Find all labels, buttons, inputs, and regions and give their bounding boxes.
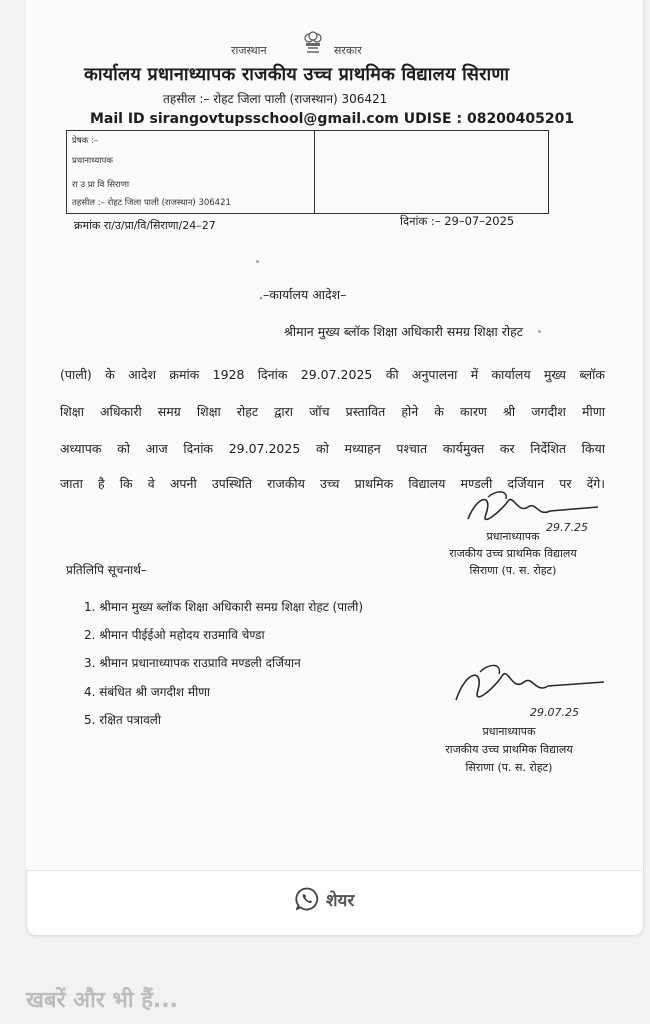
whatsapp-icon	[294, 886, 320, 912]
order-line: शिक्षा अधिकारी समग्र शिक्षा रोहट द्वारा जॉच प्रस्तावित होने के कारण श्री जगदीश मीणा	[60, 404, 605, 419]
signatory-2-block	[424, 723, 594, 777]
national-emblem-icon	[302, 30, 324, 56]
copy-to-item: 5. रक्षित पत्रावली	[84, 713, 162, 727]
copy-to-item: 1. श्रीमान मुख्य ब्लॉक शिक्षा अधिकारी समग्र शिक्षा रोहट (पाली)	[84, 600, 364, 614]
signatory-2-line: प्रधानाध्यापक	[482, 725, 536, 738]
reference-date: दिनांक :– 29–07–2025	[400, 214, 515, 228]
state-label: राजस्थान	[231, 44, 267, 57]
sender-line: प्रधानाध्यापक	[72, 156, 113, 166]
box-divider	[314, 131, 315, 213]
order-line: (पाली) के आदेश क्रमांक 1928 दिनांक 29.07.2025 की अनुपालना में कार्यालय मुख्य ब्लॉक	[60, 367, 605, 382]
signature-2-date: 29.07.25	[530, 706, 579, 719]
sender-box	[66, 130, 549, 214]
share-divider	[26, 870, 642, 871]
copy-to-item: 4. संबंधित श्री जगदीश मीणा	[84, 685, 210, 699]
reference-number: क्रमांक रा/उ/प्रा/वि/सिराणा/24–27	[74, 219, 216, 232]
sender-line: रा उ प्रा वि सिराणा	[72, 180, 130, 190]
office-address: तहसील :– रोहट जिला पाली (राजस्थान) 306421	[163, 92, 388, 106]
scan-speck	[538, 330, 541, 333]
order-first-line: श्रीमान मुख्य ब्लॉक शिक्षा अधिकारी समग्र शिक्षा रोहट	[284, 324, 524, 339]
signature-2	[444, 660, 614, 720]
signatory-2-line: सिराणा (प. स. रोहट)	[465, 761, 553, 775]
copy-to-item: 2. श्रीमान पीईईओ महोदय राउमावि चेण्डा	[84, 628, 265, 642]
office-title: कार्यालय प्रधानाध्यापक राजकीय उच्च प्राथमिक विद्यालय सिराणा	[84, 64, 510, 85]
order-document-image	[26, 0, 642, 870]
signature-1-date: 29.7.25	[546, 521, 588, 534]
share-label: शेयर	[326, 890, 355, 911]
copy-to-item: 3. श्रीमान प्रधानाध्यापक राउप्रावि मण्डली दर्जियान	[84, 656, 301, 670]
order-line: जाता है कि वे अपनी उपस्थिति राजकीय उच्च प्राथमिक विद्यालय मण्डली दर्जियान पर देंगे।	[60, 476, 605, 491]
more-news-heading: खबरें और भी हैं...	[26, 988, 178, 1013]
order-heading: .–कार्यालय आदेश–	[259, 287, 347, 302]
copy-to-heading: प्रतिलिपि सूचनार्थ–	[66, 563, 147, 577]
sender-line: तहसील :– रोहट जिला पाली (राजस्थान) 306421	[72, 198, 231, 208]
scan-speck	[256, 260, 259, 263]
signatory-1-line: राजकीय उच्च प्राथमिक विद्यालय	[449, 547, 577, 561]
government-label: सरकार	[334, 44, 362, 57]
order-line: अध्यापक को आज दिनांक 29.07.2025 को मध्याहन पश्चात कार्यमुक्त कर निर्देशित किया	[60, 441, 605, 456]
signatory-1-line: प्रधानाध्यापक	[486, 530, 540, 543]
share-button[interactable]	[294, 884, 354, 914]
signatory-1-block	[428, 528, 598, 579]
signatory-1-line: सिराणा (प. स. रोहट)	[469, 564, 557, 578]
signatory-2-line: राजकीय उच्च प्राथमिक विद्यालय	[445, 743, 573, 757]
sender-line: प्रेषक :–	[72, 136, 99, 146]
mail-udise-line: Mail ID sirangovtupsschool@gmail.com UDISE : 08200405201	[90, 111, 575, 127]
